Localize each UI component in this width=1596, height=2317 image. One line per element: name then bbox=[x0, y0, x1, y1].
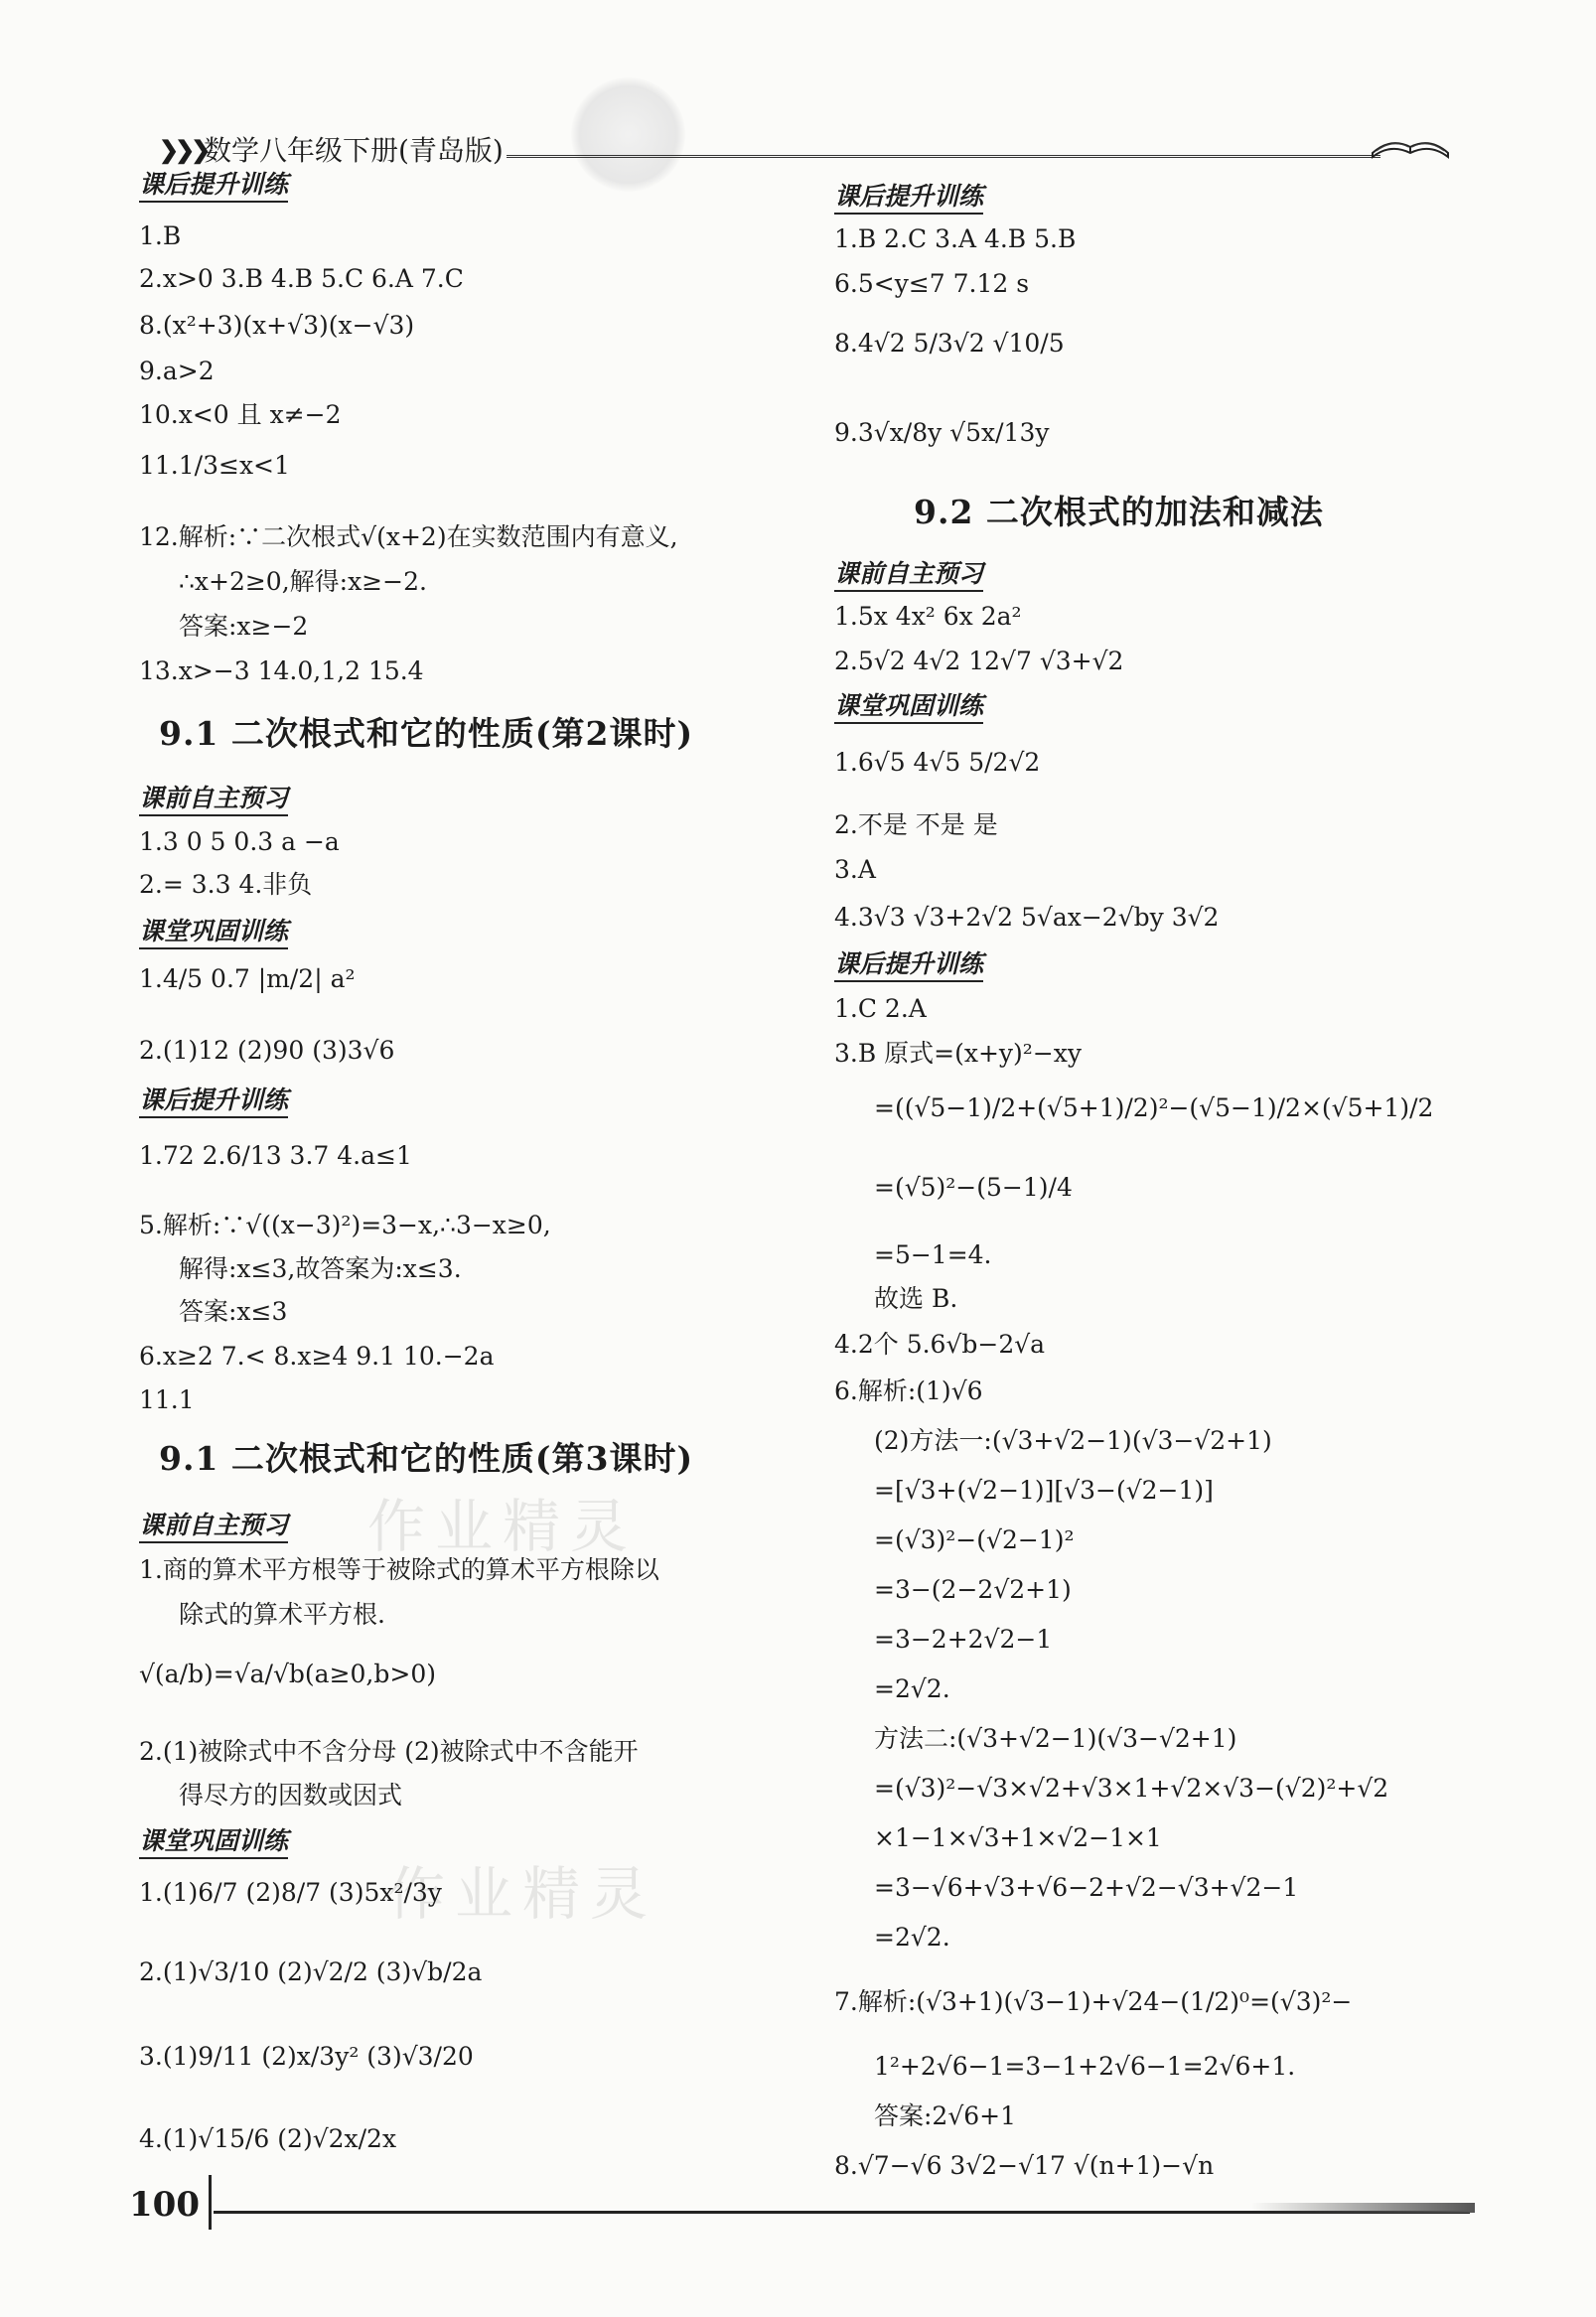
subsection-heading-text: 课后提升训练 bbox=[139, 170, 288, 203]
answer-line bbox=[874, 1922, 950, 1953]
answer-text: 2.(1)12 (2)90 (3)3√6 bbox=[139, 1036, 395, 1065]
answer-text: 5.解析:∵√((x−3)²)=3−x,∴3−x≥0, bbox=[139, 1211, 551, 1239]
answer-text: =(√3)²−√3×√2+√3×1+√2×√3−(√2)²+√2 bbox=[874, 1774, 1389, 1803]
section-title-text: 9.1 二次根式和它的性质(第2课时) bbox=[159, 714, 694, 753]
answer-text: 3.A bbox=[834, 855, 876, 884]
book-title: 数学八年级下册(青岛版) bbox=[204, 134, 504, 167]
answer-text: 11.1 bbox=[139, 1385, 195, 1414]
answer-line bbox=[139, 1035, 394, 1066]
subsection-heading bbox=[139, 169, 288, 200]
answer-text: 4.(1)√15/6 (2)√2x/2x bbox=[139, 2124, 397, 2153]
answer-line bbox=[139, 356, 215, 386]
answer-text: =(√3)²−(√2−1)² bbox=[874, 1525, 1075, 1554]
answer-line bbox=[874, 1723, 1236, 1754]
subsection-heading-text: 课堂巩固训练 bbox=[834, 691, 983, 724]
answer-text: =3−√6+√3+√6−2+√2−√3+√2−1 bbox=[874, 1873, 1299, 1902]
answer-text: (2)方法一:(√3+√2−1)(√3−√2+1) bbox=[874, 1426, 1272, 1455]
answer-line bbox=[179, 1780, 402, 1810]
answer-text: 4.3√3 √3+2√2 5√ax−2√by 3√2 bbox=[834, 903, 1220, 932]
answer-text: 2.= 3.3 4.非负 bbox=[139, 870, 313, 899]
answer-line bbox=[874, 1574, 1072, 1605]
open-book-icon bbox=[1371, 123, 1450, 163]
answer-text: 答案:x≤3 bbox=[179, 1297, 288, 1326]
answer-line bbox=[139, 1140, 412, 1171]
watermark: 作业精灵 bbox=[367, 1493, 639, 1560]
answer-text: 1.(1)6/7 (2)8/7 (3)5x²/3y bbox=[139, 1878, 442, 1907]
subsection-heading bbox=[139, 916, 288, 946]
answer-text: 1.6√5 4√5 5/2√2 bbox=[834, 748, 1041, 777]
answer-text: 6.5<y≤7 7.12 s bbox=[834, 269, 1030, 298]
section-title-text: 9.1 二次根式和它的性质(第3课时) bbox=[159, 1439, 694, 1478]
stamp-seal bbox=[571, 77, 685, 192]
answer-text: 1²+2√6−1=3−1+2√6−1=2√6+1. bbox=[874, 2052, 1296, 2081]
section-title bbox=[914, 492, 1324, 532]
answer-line bbox=[139, 1956, 482, 1987]
answer-line bbox=[139, 263, 464, 294]
footer-gradient-bar bbox=[1251, 2203, 1475, 2213]
subsection-heading-text: 课堂巩固训练 bbox=[139, 917, 288, 949]
answer-line bbox=[139, 220, 181, 251]
subsection-heading-text: 课前自主预习 bbox=[139, 1511, 288, 1543]
answer-text: 9.3√x/8y √5x/13y bbox=[834, 418, 1050, 447]
answer-text: 3.B 原式=(x+y)²−xy bbox=[834, 1039, 1082, 1068]
answer-text: 12.解析:∵二次根式√(x+2)在实数范围内有意义, bbox=[139, 522, 678, 551]
answer-line bbox=[139, 826, 340, 857]
answer-text: 2.(1)√3/10 (2)√2/2 (3)√b/2a bbox=[139, 1957, 483, 1986]
answer-text: =3−(2−2√2+1) bbox=[874, 1575, 1072, 1604]
subsection-heading bbox=[834, 948, 983, 979]
subsection-heading bbox=[139, 1510, 288, 1540]
answer-text: 7.解析:(√3+1)(√3−1)+√24−(1/2)⁰=(√3)²− bbox=[834, 1987, 1353, 2016]
answer-line bbox=[139, 1341, 494, 1372]
answer-text: 1.B 2.C 3.A 4.B 5.B bbox=[834, 224, 1077, 253]
answer-text: 13.x>−3 14.0,1,2 15.4 bbox=[139, 656, 424, 685]
section-title bbox=[159, 713, 693, 754]
answer-line bbox=[874, 1092, 1433, 1123]
subsection-heading bbox=[834, 181, 983, 212]
answer-line bbox=[834, 1986, 1352, 2017]
footer-separator bbox=[209, 2175, 212, 2230]
answer-line bbox=[834, 417, 1049, 448]
answer-text: 2.不是 不是 是 bbox=[834, 810, 998, 839]
answer-line bbox=[139, 310, 414, 341]
subsection-heading-text: 课前自主预习 bbox=[834, 559, 983, 592]
subsection-heading-text: 课后提升训练 bbox=[139, 1086, 288, 1118]
subsection-heading-text: 课后提升训练 bbox=[834, 949, 983, 982]
subsection-heading-text: 课堂巩固训练 bbox=[139, 1826, 288, 1859]
answer-text: 2.5√2 4√2 12√7 √3+√2 bbox=[834, 647, 1124, 675]
answer-line bbox=[139, 655, 424, 686]
answer-line bbox=[834, 223, 1076, 254]
page-header bbox=[129, 117, 1470, 187]
answer-line bbox=[874, 1773, 1388, 1804]
answer-text: 1.B bbox=[139, 221, 182, 250]
answer-line bbox=[139, 1877, 442, 1908]
answer-text: √(a/b)=√a/√b(a≥0,b>0) bbox=[139, 1660, 436, 1688]
answer-text: 解得:x≤3,故答案为:x≤3. bbox=[179, 1254, 462, 1283]
answer-line bbox=[834, 1376, 983, 1406]
header-rule bbox=[507, 155, 1380, 158]
answer-text: =[√3+(√2−1)][√3−(√2−1)] bbox=[874, 1476, 1214, 1505]
answer-line bbox=[139, 521, 678, 552]
answer-text: 答案:x≥−2 bbox=[179, 612, 309, 641]
answer-text: 得尽方的因数或因式 bbox=[179, 1781, 403, 1810]
answer-line bbox=[834, 601, 1022, 632]
answer-text: =((√5−1)/2+(√5+1)/2)²−(√5−1)/2×(√5+1)/2 bbox=[874, 1093, 1434, 1122]
answer-line bbox=[139, 1736, 639, 1767]
answer-line bbox=[874, 1283, 957, 1314]
answer-line bbox=[139, 1210, 551, 1240]
answer-line bbox=[874, 1822, 1162, 1853]
answer-line bbox=[834, 747, 1040, 778]
subsection-heading bbox=[834, 558, 983, 589]
answer-line bbox=[834, 328, 1065, 359]
answer-line bbox=[834, 1038, 1082, 1069]
answer-text: 答案:2√6+1 bbox=[874, 2101, 1017, 2130]
subsection-heading bbox=[139, 783, 288, 813]
answer-text: 1.5x 4x² 6x 2a² bbox=[834, 602, 1022, 631]
answer-text: 除式的算术平方根. bbox=[179, 1600, 385, 1629]
subsection-heading-text: 课前自主预习 bbox=[139, 784, 288, 816]
answer-line bbox=[834, 809, 998, 840]
answer-line bbox=[834, 646, 1123, 676]
answer-text: 1.72 2.6/13 3.7 4.a≤1 bbox=[139, 1141, 412, 1170]
answer-line bbox=[874, 2051, 1295, 2082]
answer-text: 8.(x²+3)(x+√3)(x−√3) bbox=[139, 311, 415, 340]
answer-text: 1.商的算术平方根等于被除式的算术平方根除以 bbox=[139, 1555, 659, 1584]
answer-text: ∴x+2≥0,解得:x≥−2. bbox=[179, 567, 427, 596]
section-title-text: 9.2 二次根式的加法和减法 bbox=[914, 493, 1324, 531]
answer-text: 8.4√2 5/3√2 √10/5 bbox=[834, 329, 1065, 358]
subsection-heading bbox=[139, 1085, 288, 1115]
answer-line bbox=[874, 1172, 1073, 1203]
answer-line bbox=[874, 1673, 950, 1704]
answer-text: 1.C 2.A bbox=[834, 994, 927, 1023]
answer-text: 3.(1)9/11 (2)x/3y² (3)√3/20 bbox=[139, 2042, 474, 2071]
answer-text: =(√5)²−(5−1)/4 bbox=[874, 1173, 1073, 1202]
answer-text: 6.解析:(1)√6 bbox=[834, 1376, 983, 1405]
answer-line bbox=[834, 902, 1219, 933]
answer-line bbox=[834, 2150, 1214, 2181]
answer-line bbox=[139, 869, 312, 900]
answer-line bbox=[139, 1384, 195, 1415]
answer-line bbox=[179, 1253, 462, 1284]
answer-text: 4.2个 5.6√b−2√a bbox=[834, 1330, 1046, 1359]
answer-line bbox=[834, 268, 1029, 299]
chevrons-icon: ❯❯❯ bbox=[159, 135, 208, 164]
subsection-heading-text: 课后提升训练 bbox=[834, 182, 983, 215]
answer-line bbox=[139, 450, 290, 481]
answer-line bbox=[179, 611, 308, 642]
answer-text: 10.x<0 且 x≠−2 bbox=[139, 400, 342, 429]
answer-line bbox=[874, 1239, 992, 1270]
answer-text: 1.4/5 0.7 |m/2| a² bbox=[139, 964, 356, 993]
answer-text: 2.x>0 3.B 4.B 5.C 6.A 7.C bbox=[139, 264, 464, 293]
answer-text: =3−2+2√2−1 bbox=[874, 1625, 1053, 1654]
answer-line bbox=[139, 2041, 474, 2072]
answer-line bbox=[834, 854, 876, 885]
answer-line bbox=[179, 1599, 385, 1630]
answer-text: 1.3 0 5 0.3 a −a bbox=[139, 827, 340, 856]
answer-line bbox=[139, 1554, 659, 1585]
answer-text: =2√2. bbox=[874, 1674, 950, 1703]
answer-line bbox=[874, 1475, 1214, 1506]
answer-text: =2√2. bbox=[874, 1923, 950, 1952]
answer-line bbox=[874, 2100, 1016, 2131]
answer-text: =5−1=4. bbox=[874, 1240, 992, 1269]
answer-line bbox=[874, 1872, 1298, 1903]
answer-text: 方法二:(√3+√2−1)(√3−√2+1) bbox=[874, 1724, 1237, 1753]
answer-line bbox=[179, 566, 427, 597]
answer-text: 9.a>2 bbox=[139, 357, 215, 385]
answer-line bbox=[179, 1296, 287, 1327]
watermark: 作业精灵 bbox=[387, 1860, 658, 1928]
section-title bbox=[159, 1438, 693, 1479]
answer-text: 8.√7−√6 3√2−√17 √(n+1)−√n bbox=[834, 2151, 1215, 2180]
answer-text: 6.x≥2 7.< 8.x≥4 9.1 10.−2a bbox=[139, 1342, 495, 1371]
answer-text: 11.1/3≤x<1 bbox=[139, 451, 290, 480]
answer-line bbox=[834, 1329, 1045, 1360]
answer-text: 故选 B. bbox=[874, 1284, 958, 1313]
answer-line bbox=[874, 1425, 1272, 1456]
answer-line bbox=[874, 1624, 1052, 1655]
answer-line bbox=[139, 1659, 436, 1689]
answer-text: ×1−1×√3+1×√2−1×1 bbox=[874, 1823, 1162, 1852]
subsection-heading bbox=[139, 1825, 288, 1856]
answer-line bbox=[139, 963, 356, 994]
answer-line bbox=[139, 399, 342, 430]
answer-line bbox=[139, 2123, 396, 2154]
answer-line bbox=[834, 993, 927, 1024]
page-number: 100 bbox=[129, 2185, 200, 2225]
answer-line bbox=[874, 1524, 1074, 1555]
answer-text: 2.(1)被除式中不含分母 (2)被除式中不含能开 bbox=[139, 1737, 639, 1766]
subsection-heading bbox=[834, 690, 983, 721]
